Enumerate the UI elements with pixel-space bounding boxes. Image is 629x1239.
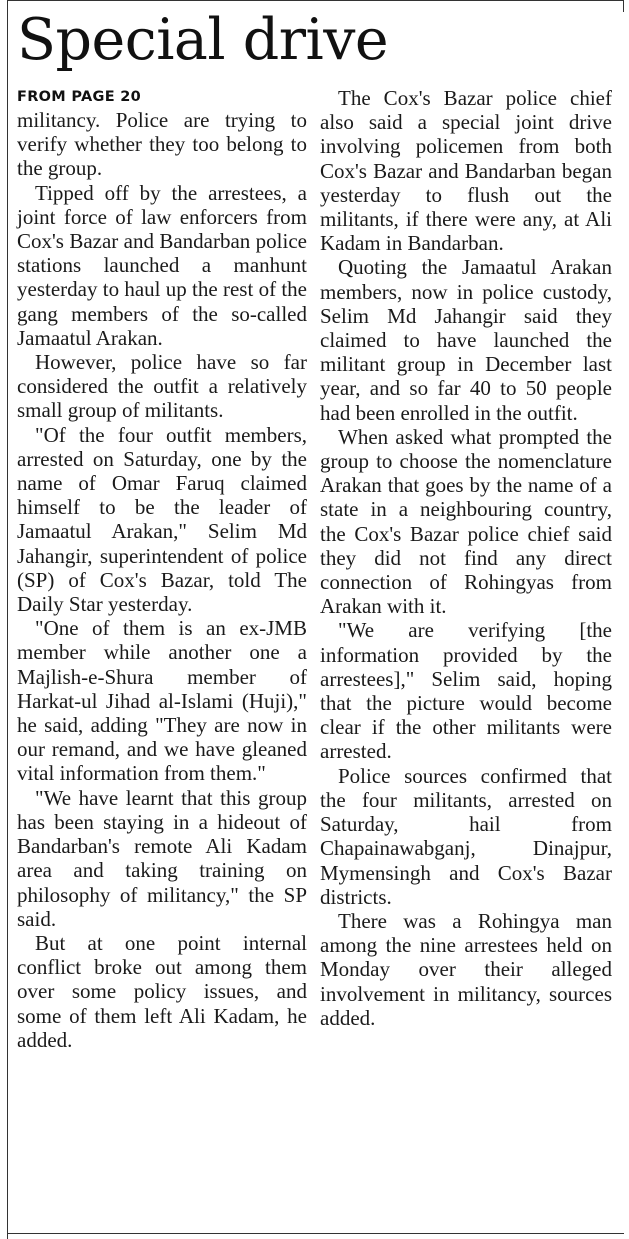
paragraph: "One of them is an ex-JMB member while another one a Majlish-e-Shura member of Harkat-ul Jihad al-Islami (Huji)," he said, adding "They are now in our remand, and we have gleaned vital information from them." [17, 616, 307, 786]
paragraph: The Cox's Bazar police chief also said a special joint drive involving policemen from both Cox's Bazar and Bandarban began yesterday to flush out the militants, if there were any, at Ali Kadam in Bandarban. [320, 86, 612, 256]
paragraph: "Of the four outfit members, arrested on Saturday, one by the name of Omar Faruq claimed himself to be the leader of Jamaatul Arakan," Selim Md Jahangir, superintendent of police (SP) of Cox's Bazar, told The Daily Star yesterday. [17, 422, 307, 617]
clipping-border-left [7, 0, 8, 1239]
paragraph: When asked what prompted the group to choose the nomenclature Arakan that goes by the name of a state in a neighbouring country, the Cox's Bazar police chief said they did not find any direct connection of Rohingyas from Arakan with it. [320, 424, 612, 619]
paragraph: Police sources confirmed that the four militants, arrested on Saturday, hail from Chapainawabganj, Dinajpur, Mymensingh and Cox's Bazar districts. [320, 763, 612, 909]
paragraph: "We are verifying [the information provided by the arrestees]," Selim said, hoping that the picture would become clear if the other militants were arrested. [320, 618, 612, 764]
clipping-border-right [623, 0, 624, 12]
paragraph: militancy. Police are trying to verify whether they too belong to the group. [17, 108, 307, 181]
paragraph: However, police have so far considered the outfit a relatively small group of militants. [17, 350, 307, 423]
article-headline: Special drive [17, 7, 389, 73]
paragraph: But at one point internal conflict broke out among them over some policy issues, and some of them left Ali Kadam, he added. [17, 930, 307, 1052]
article-column-right [320, 86, 612, 1030]
clipping-border-bottom [7, 1233, 624, 1234]
jump-line: FROM PAGE 20 [17, 89, 142, 105]
paragraph: "We have learnt that this group has been staying in a hideout of Bandarban's remote Ali Kadam area and taking training on philosophy of militancy," the SP said. [17, 785, 307, 931]
paragraph: There was a Rohingya man among the nine arrestees held on Monday over their alleged involvement in militancy, sources added. [320, 908, 612, 1030]
article-column-left [17, 86, 307, 1052]
paragraph: Quoting the Jamaatul Arakan members, now in police custody, Selim Md Jahangir said they claimed to have launched the militant group in December last year, and so far 40 to 50 people had been enrolled in the outfit. [320, 255, 612, 425]
paragraph: Tipped off by the arrestees, a joint force of law enforcers from Cox's Bazar and Bandarban police stations launched a manhunt yesterday to haul up the rest of the gang members of the so-called Jamaatul Arakan. [17, 180, 307, 350]
